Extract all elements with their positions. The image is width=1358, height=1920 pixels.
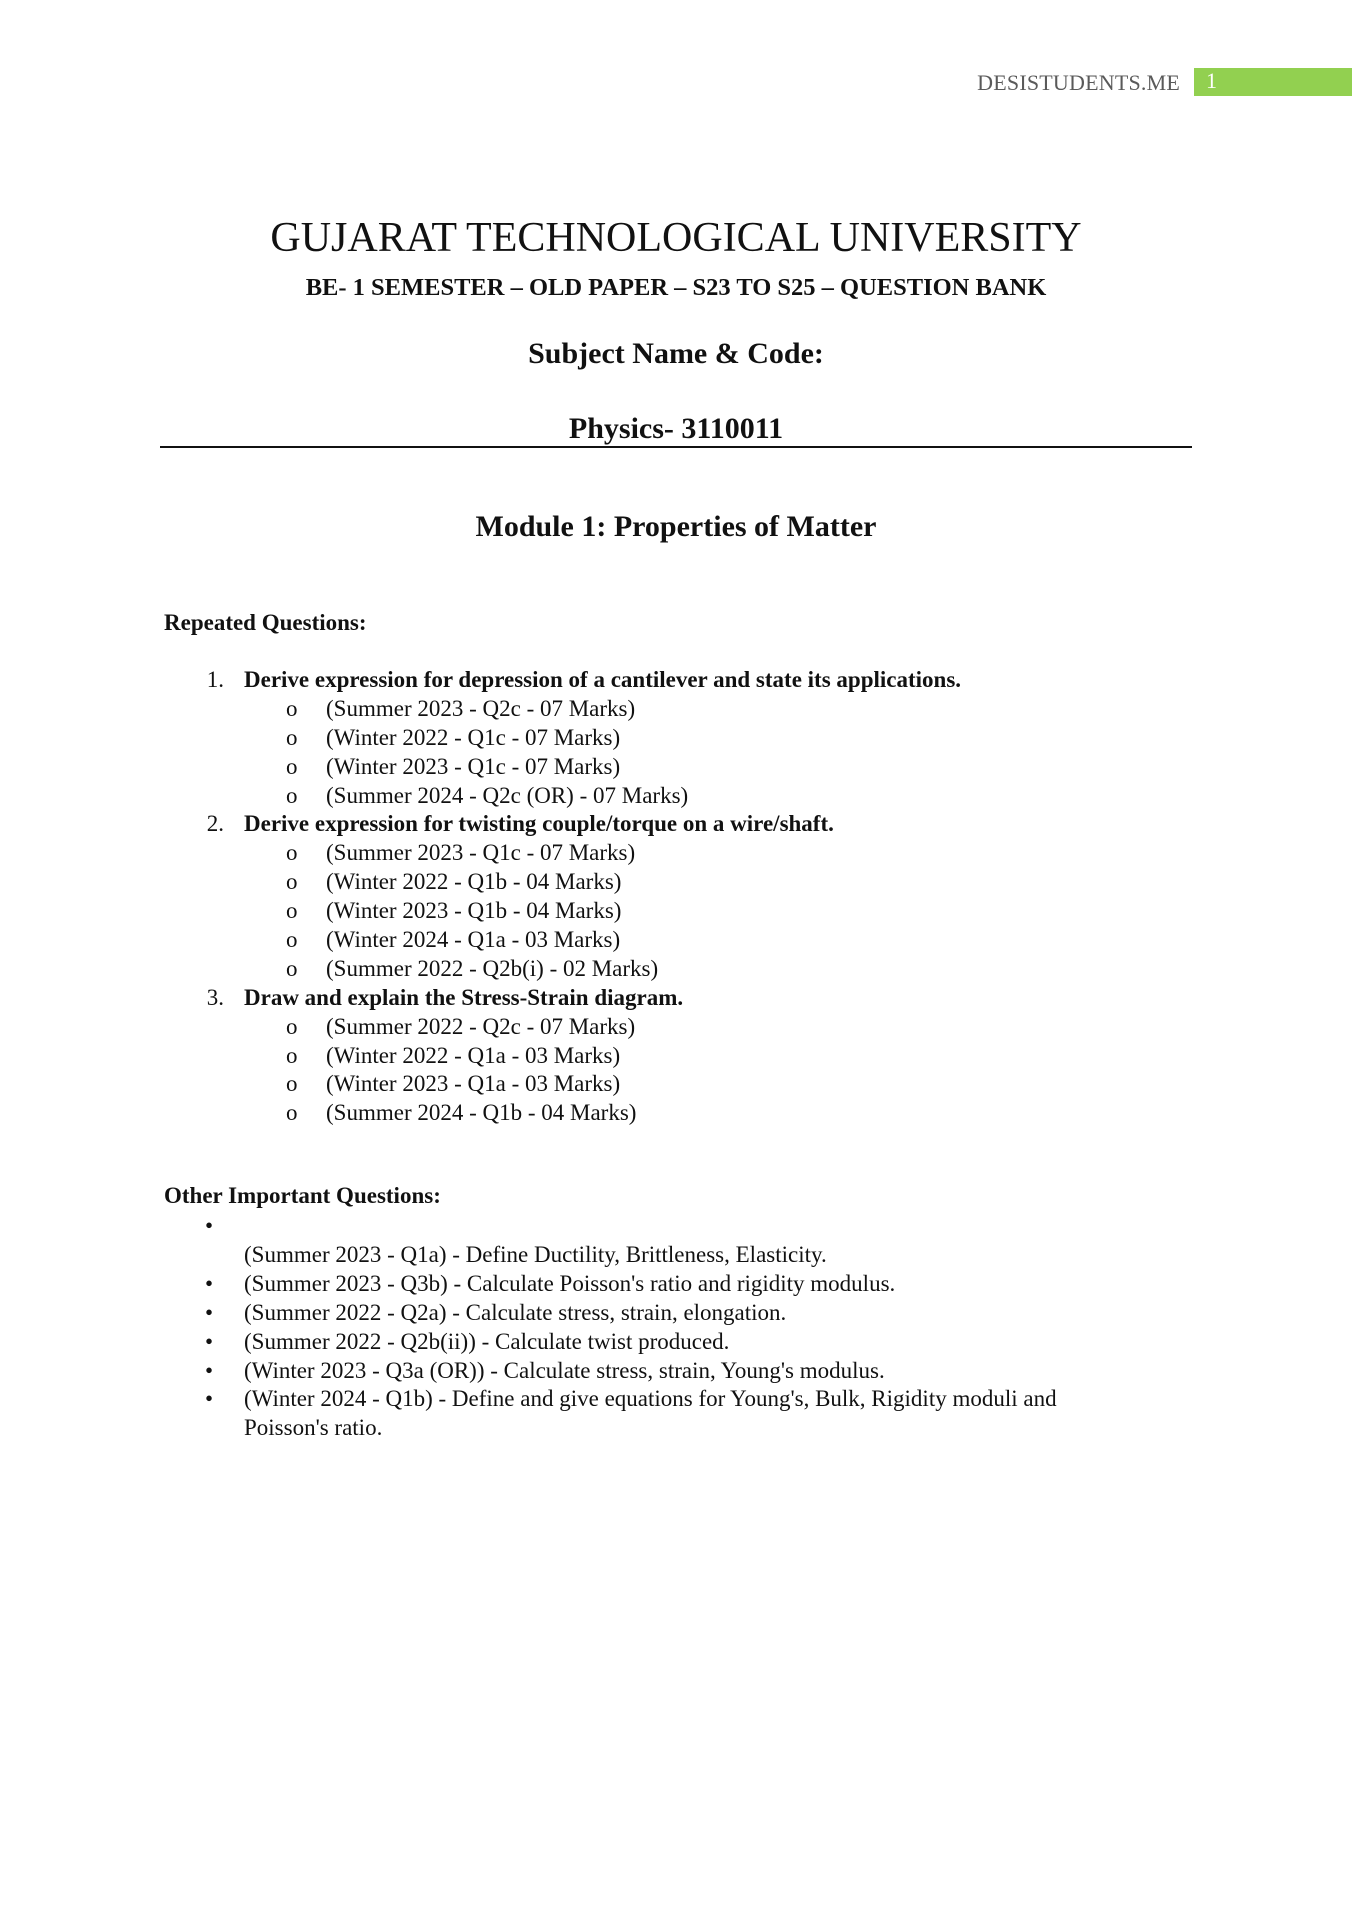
circle-bullet-icon: o (286, 1071, 298, 1097)
document-subtitle: BE- 1 SEMESTER – OLD PAPER – S23 TO S25 – QUESTION BANK (305, 274, 1047, 301)
other-question-text: (Winter 2023 - Q3a (OR)) - Calculate stress, strain, Young's modulus. (244, 1357, 885, 1383)
occurrence-text: (Summer 2024 - Q2c (OR) - 07 Marks) (326, 782, 689, 808)
occurrence-text: (Winter 2023 - Q1c - 07 Marks) (326, 753, 621, 779)
bullet-icon: • (205, 1213, 214, 1238)
other-question-item (0, 1212, 1358, 1270)
question-text: Draw and explain the Stress-Strain diagram. (244, 984, 684, 1010)
occurrence-row (0, 1099, 1358, 1128)
occurrence-text: (Summer 2023 - Q1c - 07 Marks) (326, 840, 636, 866)
question-text: Derive expression for twisting couple/torque on a wire/shaft. (244, 811, 834, 837)
other-question-text: (Summer 2022 - Q2a) - Calculate stress, strain, elongation. (244, 1299, 787, 1325)
occurrence-text: (Summer 2024 - Q1b - 04 Marks) (326, 1100, 637, 1126)
site-name: DESISTUDENTS.ME (977, 70, 1180, 95)
subject-label: Subject Name & Code: (528, 337, 824, 370)
occurrence-row (0, 839, 1358, 868)
bullet-icon: • (205, 1299, 214, 1325)
other-question-text: (Winter 2024 - Q1b) - Define and give equations for Young's, Bulk, Rigidity moduli and Poisson's ratio. (244, 1386, 1057, 1441)
other-question-item (0, 1357, 1358, 1386)
repeated-questions-heading: Repeated Questions: (164, 610, 367, 635)
page-number: 1 (1206, 68, 1217, 93)
other-questions-list (0, 1212, 1358, 1443)
page-number-box (1194, 68, 1352, 96)
circle-bullet-icon: o (286, 869, 298, 895)
occurrence-text: (Summer 2022 - Q2b(i) - 02 Marks) (326, 955, 659, 981)
module-title: Module 1: Properties of Matter (475, 510, 877, 543)
circle-bullet-icon: o (286, 955, 298, 981)
occurrence-text: (Summer 2022 - Q2c - 07 Marks) (326, 1013, 636, 1039)
bullet-icon: • (205, 1328, 214, 1354)
question-number: 3. (206, 984, 224, 1010)
page-header (0, 68, 1358, 98)
horizontal-rule (160, 446, 1192, 448)
other-question-item (0, 1385, 1358, 1443)
circle-bullet-icon: o (286, 782, 298, 808)
occurrence-row (0, 1013, 1358, 1042)
occurrence-row (0, 753, 1358, 782)
occurrence-row (0, 897, 1358, 926)
other-question-item (0, 1328, 1358, 1357)
question-row (0, 666, 1358, 695)
occurrence-text: (Winter 2024 - Q1a - 03 Marks) (326, 927, 621, 953)
occurrence-text: (Winter 2023 - Q1a - 03 Marks) (326, 1071, 621, 1097)
subject-code: Physics- 3110011 (568, 412, 784, 445)
other-question-item (0, 1270, 1358, 1299)
question-text: Derive expression for depression of a cantilever and state its applications. (244, 667, 962, 692)
circle-bullet-icon: o (286, 1042, 298, 1068)
circle-bullet-icon: o (286, 695, 298, 721)
other-question-text: (Summer 2022 - Q2b(ii)) - Calculate twist produced. (244, 1328, 730, 1354)
occurrence-row (0, 1042, 1358, 1071)
question-number: 1. (206, 667, 224, 692)
occurrence-text: (Winter 2022 - Q1b - 04 Marks) (326, 869, 622, 895)
bullet-icon: • (205, 1270, 214, 1296)
bullet-icon: • (205, 1357, 214, 1383)
occurrence-text: (Winter 2022 - Q1c - 07 Marks) (326, 724, 621, 750)
other-question-text: (Summer 2023 - Q1a) - Define Ductility, Brittleness, Elasticity. (244, 1241, 827, 1267)
occurrence-row (0, 782, 1358, 811)
question-number: 2. (206, 811, 224, 837)
occurrence-text: (Winter 2023 - Q1b - 04 Marks) (326, 898, 622, 924)
occurrence-text: (Summer 2023 - Q2c - 07 Marks) (326, 695, 636, 721)
occurrence-row (0, 926, 1358, 955)
other-question-item (0, 1299, 1358, 1328)
repeated-questions-list (0, 666, 1358, 1128)
circle-bullet-icon: o (286, 1013, 298, 1039)
other-questions-heading: Other Important Questions: (164, 1183, 441, 1208)
circle-bullet-icon: o (286, 724, 298, 750)
bullet-icon: • (205, 1386, 214, 1412)
circle-bullet-icon: o (286, 753, 298, 779)
circle-bullet-icon: o (286, 1100, 298, 1126)
circle-bullet-icon: o (286, 840, 298, 866)
occurrence-row (0, 868, 1358, 897)
question-row (0, 810, 1358, 839)
occurrence-row (0, 1070, 1358, 1099)
circle-bullet-icon: o (286, 927, 298, 953)
occurrence-row (0, 955, 1358, 984)
university-title: GUJARAT TECHNOLOGICAL UNIVERSITY (270, 215, 1082, 261)
occurrence-row (0, 695, 1358, 724)
question-row (0, 984, 1358, 1013)
occurrence-text: (Winter 2022 - Q1a - 03 Marks) (326, 1042, 621, 1068)
other-question-text: (Summer 2023 - Q3b) - Calculate Poisson's ratio and rigidity modulus. (244, 1270, 896, 1296)
circle-bullet-icon: o (286, 898, 298, 924)
occurrence-row (0, 724, 1358, 753)
